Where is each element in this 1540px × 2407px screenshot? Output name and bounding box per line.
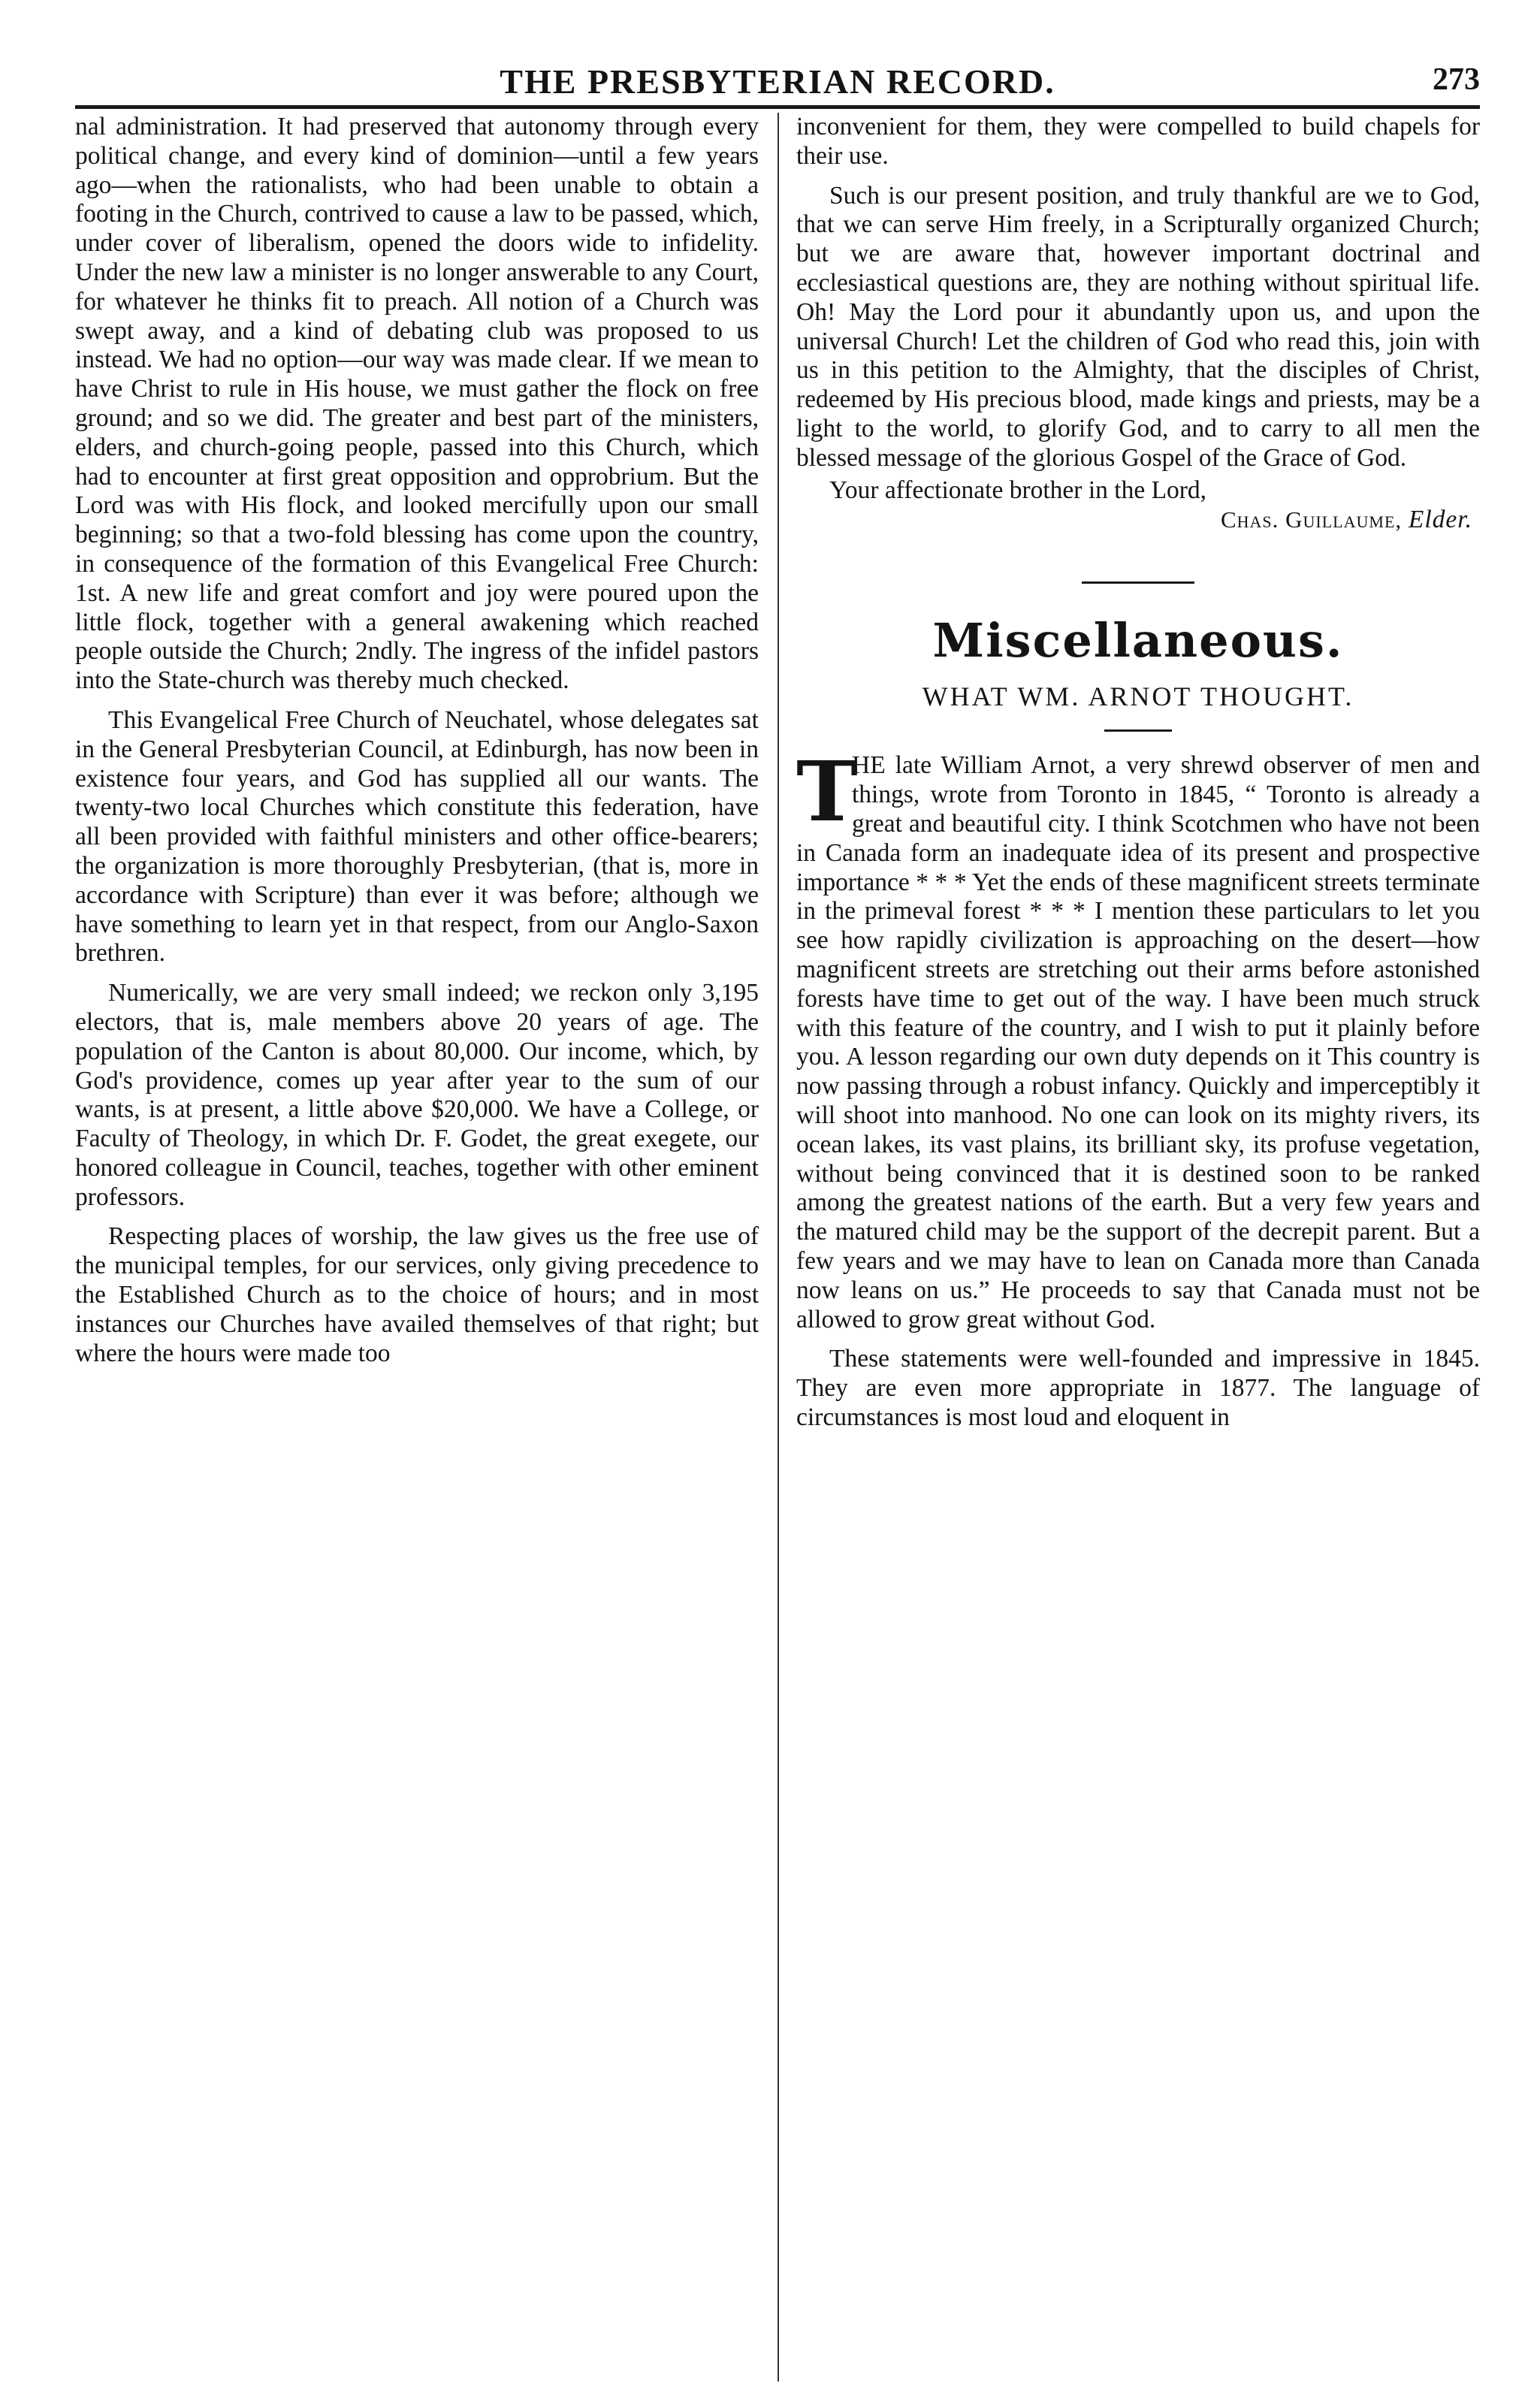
paragraph: This Evangelical Free Church of Neuchatel, whose delegates sat in the General Presbyterian Council, at Edinburgh, has now been in existence four years, and God has supplied all our wants. The twenty-two local Churches which constitute this federation, have all been provided with faithful ministers and other office-bearers; the organization is more thoroughly Presbyterian, (that is, more in accordance with Scripture) than ever it was before; although we have something to learn yet in that respect, from our Anglo-Saxon brethren.	[75, 705, 759, 968]
page-header	[75, 45, 1480, 109]
letter-signature	[796, 505, 1480, 535]
paragraph: Respecting places of worship, the law gives us the free use of the municipal temples, for our services, only giving precedence to the Established Church as to the choice of hours; and in most instances our Churches have availed themselves of that right; but where the hours were made too	[75, 1222, 759, 1367]
paragraph: inconvenient for them, they were compelled to build chapels for their use.	[796, 113, 1480, 170]
signature-role: Elder.	[1408, 506, 1472, 534]
letter-signoff: Your affectionate brother in the Lord,	[829, 476, 1207, 504]
article-paragraph-text: HE late William Arnot, a very shrewd observer of men and things, wrote from Toronto in 1845, “ Toronto is already a great and beautiful city. I think Scotchmen who have not been in Canada form an inadequate idea of its present and prospective importance * * * Yet the ends of these magnificent streets terminate in the primeval forest * * * I mention these particulars to let you see how rapidly civilization is approaching on the desert—how magnificent streets are stretching out their arms before astonished forests have time to get out of the way. I have been much struck with this feature of the country, and I wish to put it plainly before you. A lesson regarding our own duty depends on it This country is now passing through a robust infancy. Quickly and imperceptibly it will shoot into manhood. No one can look on its mighty rivers, its ocean lakes, its vast plains, its brilliant sky, its profuse vegetation, without being convinced that it is destined soon to be ranked among the greatest nations of the earth. But a very few years and the matured child may be the support of the decrepit parent. But a few years and we may have to lean on Canada more than Canada now leans on us.” He proceeds to say that Canada must not be allowed to grow great without God.	[796, 751, 1480, 1333]
page	[75, 45, 1480, 2389]
section-divider	[1082, 581, 1194, 584]
paragraph: nal administration. It had preserved that autonomy through every political change, and every kind of dominion—until a few years ago—when the rationalists, who had been unable to obtain a footing in the Church, contrived to cause a law to be passed, which, under cover of liberalism, opened the doors wide to infidelity. Under the new law a minister is no longer answerable to any Court, for whatever he thinks fit to preach. All notion of a Church was swept away, and a kind of debating club was proposed to us instead. We had no option—our way was made clear. If we mean to have Christ to rule in His house, we must gather the flock on free ground; and so we did. The greater and best part of the ministers, elders, and church-going people, passed into this Church, which had to encounter at first great opposition and opprobrium. But the Lord was with His flock, and looked mercifully upon our small beginning; so that a two-fold blessing has come upon the country, in consequence of the formation of this Evangelical Free Church: 1st. A new life and great comfort and joy were poured upon the little flock, together with a general awakening which reached people outside the Church; 2ndly. The ingress of the infidel pastors into the State-church was thereby much checked.	[75, 113, 759, 695]
running-title: THE PRESBYTERIAN RECORD.	[500, 62, 1055, 101]
paragraph: Such is our present position, and truly thankful are we to God, that we can serve Him freely, in a Scripturally organized Church; but we are aware that, however important doctrinal and ecclesiastical questions are, they are nothing without spiritual life. Oh! May the Lord pour it abundantly upon us, and upon the universal Church! Let the children of God who read this, join with us in this petition to the Almighty, that the disciples of Christ, redeemed by His precious blood, made kings and priests, may be a light to the world, to glorify God, and to carry to all men the blessed message of the glorious Gospel of the Grace of God.	[796, 181, 1480, 472]
article-paragraph: These statements were well-founded and impressive in 1845. They are even more appropriate in 1877. The language of circumstances is most loud and eloquent in	[796, 1345, 1480, 1431]
column-rule	[778, 113, 779, 2381]
section-title: Miscellaneous.	[932, 613, 1344, 669]
text-columns	[75, 113, 1480, 2381]
title-rule	[1104, 729, 1172, 732]
article-paragraph	[796, 743, 1480, 1334]
article-title: WHAT WM. ARNOT THOUGHT.	[922, 681, 1354, 712]
paragraph: Numerically, we are very small indeed; we reckon only 3,195 electors, that is, male members above 20 years of age. The population of the Canton is about 80,000. Our income, which, by God's providence, comes up year after year to the sum of our wants, is at present, a little above $20,000. We have a College, or Faculty of Theology, in which Dr. F. Godet, the great exegete, our honored colleague in Council, teaches, together with other eminent professors.	[75, 979, 759, 1211]
page-number: 273	[1433, 62, 1480, 97]
left-column	[75, 113, 759, 2381]
drop-cap: T	[796, 743, 858, 841]
right-column	[796, 113, 1480, 2381]
signature-name: Chas. Guillaume,	[1220, 506, 1403, 533]
